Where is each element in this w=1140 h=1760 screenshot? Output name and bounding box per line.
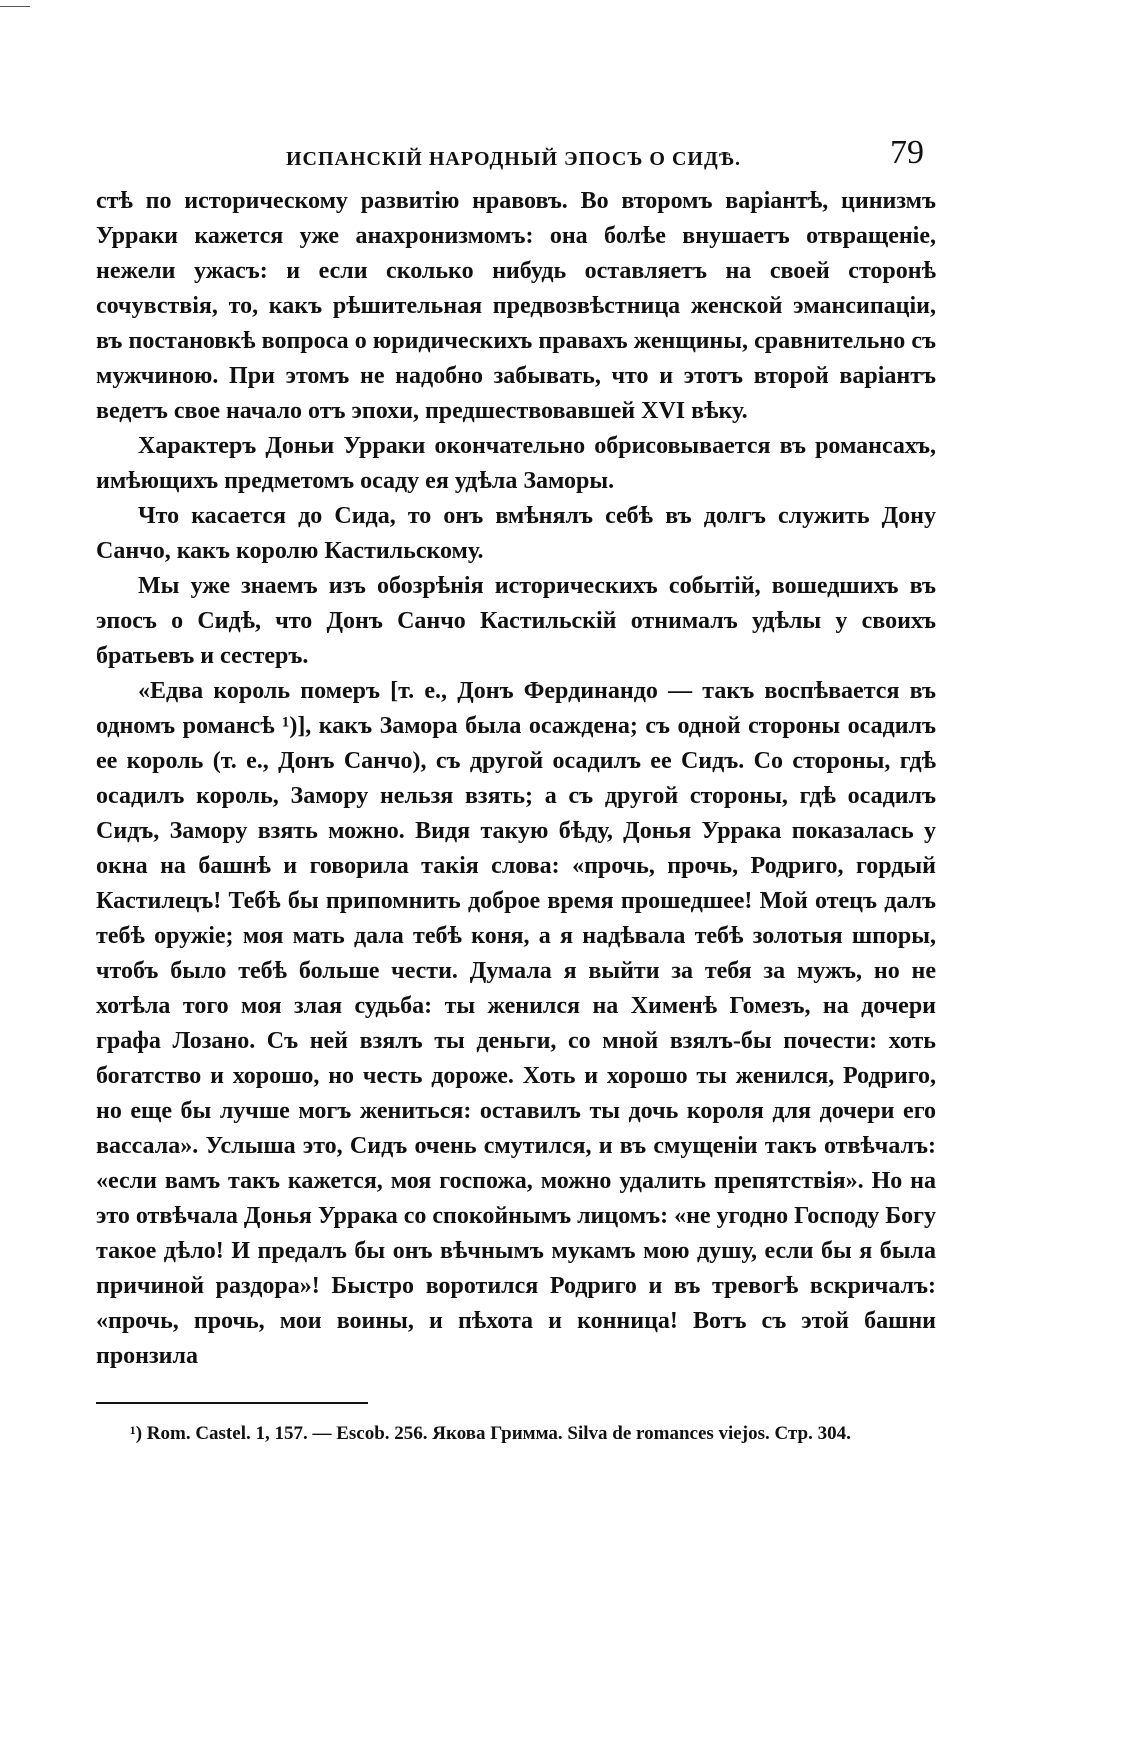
paragraph-continuation: стѣ по историческому развитію нравовъ. Во второмъ варіантѣ, цинизмъ Урраки кажется уже анахронизмомъ: она болѣе внушаетъ отвращеніе, нежели ужасъ: и если сколько нибудь оставляетъ на своей сторонѣ сочувствія, то, какъ рѣшительная предвозвѣстница женской эмансипаціи, въ постановкѣ вопроса о юридическихъ правахъ женщины, сравнительно съ мужчиною. При этомъ не надобно забывать, что и этотъ второй варіантъ ведетъ свое начало отъ эпохи, предшествовавшей XVI вѣку. [96,188,936,424]
footnote: ¹) Rom. Castel. 1, 157. — Escob. 256. Якова Гримма. Silva de romances viejos. Стр. 304. [130,1423,851,1444]
paragraph-cid-duty: Что касается до Сида, то онъ вмѣнялъ себѣ въ долгъ служить Дону Санчо, какъ королю Кастильскому. [96,503,936,564]
footnote-divider [96,1402,368,1404]
running-title: ИСПАНСКІЙ НАРОДНЫЙ ЭПОСЪ О СИДѢ. [286,148,742,170]
paragraph-urraca-character: Характеръ Доньи Урраки окончательно обрисовывается въ романсахъ, имѣющихъ предметомъ осаду ея удѣла Заморы. [96,433,936,494]
body-text [96,184,936,1374]
scan-corner-mark [0,6,30,7]
paragraph-sancho-history: Мы уже знаемъ изъ обозрѣнія историческихъ событій, вошедшихъ въ эпосъ о Сидѣ, что Донъ Санчо Кастильскій отнималъ удѣлы у своихъ братьевъ и сестеръ. [96,573,936,669]
running-head [96,120,936,184]
page-number: 79 [890,134,924,171]
book-page [96,120,936,1450]
paragraph-romance-quote: «Едва король померъ [т. е., Донъ Фердинандо — такъ воспѣвается въ одномъ романсѣ ¹)], какъ Замора была осаждена; съ одной стороны осадилъ ее король (т. е., Донъ Санчо), съ другой осадилъ ее Сидъ. Со стороны, гдѣ осадилъ король, Замору нельзя взять; а съ другой стороны, гдѣ осадилъ Сидъ, Замору взять можно. Видя такую бѣду, Донья Уррака показалась у окна на башнѣ и говорила такія слова: «прочь, прочь, Родриго, гордый Кастилецъ! Тебѣ бы припомнить доброе время прошедшее! Мой отецъ далъ тебѣ оружіе; моя мать дала тебѣ коня, а я надѣвала тебѣ золотыя шпоры, чтобъ было тебѣ больше чести. Думала я выйти за тебя за мужъ, но не хотѣла того моя злая судьба: ты женился на Хименѣ Гомезъ, на дочери графа Лозано. Съ ней взялъ ты деньги, со мной взялъ-бы почести: хоть богатство и хорошо, но честь дороже. Хоть и хорошо ты женился, Родриго, но еще бы лучше могъ жениться: оставилъ ты дочь короля для дочери его вассала». Услыша это, Сидъ очень смутился, и въ смущеніи такъ отвѣчалъ: «если вамъ такъ кажется, моя госпожа, можно удалить препятствія». Но на это отвѣчала Донья Уррака со спокойнымъ лицомъ: «не угодно Господу Богу такое дѣло! И предалъ бы онъ вѣчнымъ мукамъ мою душу, если бы я была причиной раздора»! Быстро воротился Родриго и въ тревогѣ вскричалъ: «прочь, прочь, мои воины, и пѣхота и конница! Вотъ съ этой башни пронзила [96,678,936,1369]
